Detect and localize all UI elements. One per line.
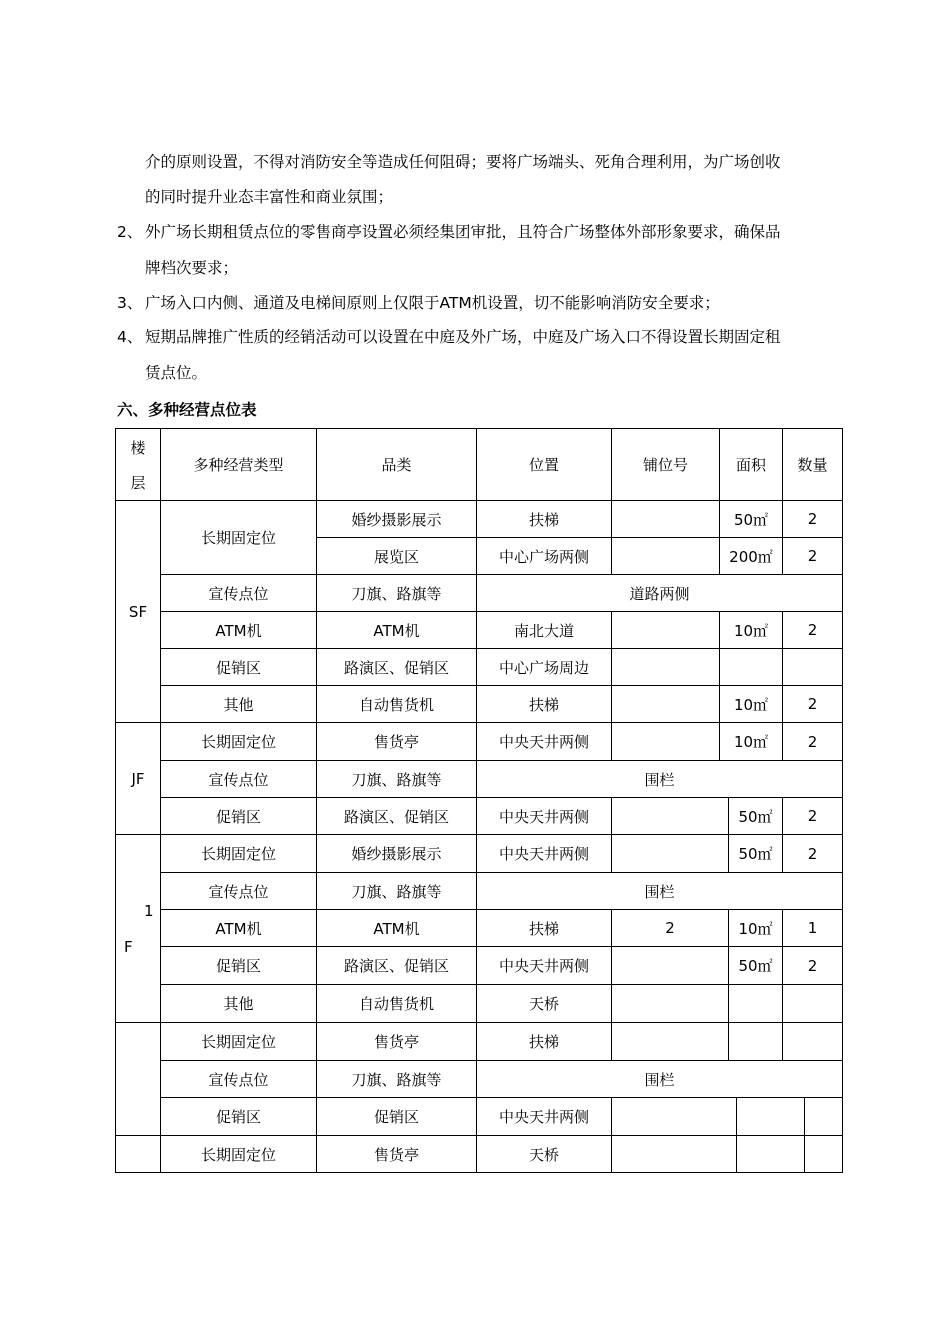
cell-category: 刀旗、路旗等 (316, 574, 477, 612)
cell-location: 中央天井两侧 (476, 946, 612, 985)
cell-area: 50㎡ (728, 834, 783, 873)
cell-type: ATM机 (160, 909, 317, 947)
cell-qty: 2 (782, 834, 843, 873)
cell-area: 10㎡ (719, 611, 783, 649)
cell-category: 展览区 (316, 537, 477, 575)
cell-shop-no (611, 500, 720, 538)
cell-qty: 2 (782, 946, 843, 985)
list-number: 2、 (117, 223, 143, 241)
paragraph-line: 赁点位。 (145, 364, 208, 382)
cell-shop-no (611, 797, 729, 835)
cell-shop-no (611, 537, 720, 575)
cell-type: 促销区 (160, 946, 317, 985)
cell-location: 天桥 (476, 984, 612, 1023)
header-qty: 数量 (782, 428, 843, 501)
cell-qty (782, 1022, 843, 1061)
header-location: 位置 (476, 428, 612, 501)
cell-category: 刀旗、路旗等 (316, 872, 477, 910)
cell-location: 南北大道 (476, 611, 612, 649)
cell-location: 天桥 (476, 1135, 612, 1173)
cell-location: 扶梯 (476, 685, 612, 723)
cell-shop-no (611, 1022, 729, 1061)
cell-type: 促销区 (160, 648, 317, 686)
cell-qty: 2 (782, 722, 843, 761)
floor-cell: SF (115, 500, 161, 723)
cell-location: 扶梯 (476, 909, 612, 947)
cell-location: 中央天井两侧 (476, 1097, 612, 1136)
cell-category: ATM机 (316, 909, 477, 947)
cell-category: 路演区、促销区 (316, 946, 477, 985)
cell-area: 50㎡ (728, 946, 783, 985)
cell-area (728, 984, 783, 1023)
cell-type: 长期固定位 (160, 1022, 317, 1061)
cell-category: 售货亭 (316, 1022, 477, 1061)
cell-category: 售货亭 (316, 722, 477, 761)
cell-location: 围栏 (476, 872, 843, 910)
cell-qty: 2 (782, 537, 843, 575)
floor-label: F (124, 937, 133, 956)
cell-type: 促销区 (160, 797, 317, 835)
cell-shop-no (611, 834, 729, 873)
cell-location: 围栏 (476, 1060, 843, 1098)
cell-location: 中心广场周边 (476, 648, 612, 686)
floor-label: 1 (144, 901, 154, 920)
cell-type: 促销区 (160, 1097, 317, 1136)
floor-cell (115, 834, 161, 1023)
cell-qty: 1 (782, 909, 843, 947)
cell-location: 扶梯 (476, 1022, 612, 1061)
cell-qty (804, 1135, 843, 1173)
paragraph-line: 短期品牌推广性质的经销活动可以设置在中庭及外广场，中庭及广场入口不得设置长期固定租 (145, 328, 781, 346)
cell-area (736, 1135, 805, 1173)
cell-category: 婚纱摄影展示 (316, 500, 477, 538)
cell-location: 中央天井两侧 (476, 722, 612, 761)
cell-location: 中心广场两侧 (476, 537, 612, 575)
cell-qty (782, 648, 843, 686)
cell-type: 宣传点位 (160, 574, 317, 612)
cell-category: 路演区、促销区 (316, 648, 477, 686)
cell-area: 10㎡ (728, 909, 783, 947)
cell-qty: 2 (782, 500, 843, 538)
header-floor (115, 428, 161, 501)
cell-location: 围栏 (476, 760, 843, 798)
paragraph-line: 广场入口内侧、通道及电梯间原则上仅限于ATM机设置，切不能影响消防安全要求； (145, 294, 720, 312)
cell-area: 10㎡ (719, 722, 783, 761)
floor-cell (115, 1135, 161, 1173)
cell-area: 200㎡ (719, 537, 783, 575)
cell-qty: 2 (782, 797, 843, 835)
cell-type: ATM机 (160, 611, 317, 649)
list-number: 4、 (117, 328, 143, 346)
floor-cell (115, 1022, 161, 1136)
cell-area (719, 648, 783, 686)
cell-area: 50㎡ (719, 500, 783, 538)
cell-shop-no (611, 648, 720, 686)
cell-location: 中央天井两侧 (476, 834, 612, 873)
cell-location: 道路两侧 (476, 574, 843, 612)
cell-shop-no (611, 722, 720, 761)
cell-qty (782, 984, 843, 1023)
cell-type: 长期固定位 (160, 834, 317, 873)
header-type: 多种经营类型 (160, 428, 317, 501)
cell-type: 长期固定位 (160, 1135, 317, 1173)
cell-shop-no (611, 1135, 737, 1173)
header-area: 面积 (719, 428, 783, 501)
cell-category: 路演区、促销区 (316, 797, 477, 835)
cell-category: 刀旗、路旗等 (316, 760, 477, 798)
header-shop-no: 铺位号 (611, 428, 720, 501)
cell-shop-no (611, 984, 729, 1023)
header-category: 品类 (316, 428, 477, 501)
cell-type: 长期固定位 (160, 722, 317, 761)
cell-qty: 2 (782, 611, 843, 649)
paragraph-line: 的同时提升业态丰富性和商业氛围； (145, 188, 394, 206)
cell-type: 宣传点位 (160, 872, 317, 910)
cell-category: 促销区 (316, 1097, 477, 1136)
cell-location: 扶梯 (476, 500, 612, 538)
paragraph-line: 介的原则设置，不得对消防安全等造成任何阻碍；要将广场端头、死角合理利用，为广场创收 (145, 153, 781, 171)
cell-qty: 2 (782, 685, 843, 723)
cell-location: 中央天井两侧 (476, 797, 612, 835)
paragraph-line: 外广场长期租赁点位的零售商亭设置必须经集团审批，且符合广场整体外部形象要求，确保品 (145, 223, 781, 241)
cell-type: 其他 (160, 984, 317, 1023)
cell-shop-no (611, 611, 720, 649)
cell-category: ATM机 (316, 611, 477, 649)
cell-category: 售货亭 (316, 1135, 477, 1173)
cell-area: 10㎡ (719, 685, 783, 723)
cell-type: 长期固定位 (160, 500, 317, 575)
cell-category: 刀旗、路旗等 (316, 1060, 477, 1098)
cell-shop-no (611, 1097, 737, 1136)
cell-area (736, 1097, 805, 1136)
header-floor-line: 楼 (130, 438, 146, 457)
list-number: 3、 (117, 294, 143, 312)
floor-cell: JF (115, 722, 161, 835)
cell-category: 婚纱摄影展示 (316, 834, 477, 873)
cell-shop-no (611, 946, 729, 985)
cell-type: 其他 (160, 685, 317, 723)
cell-area (728, 1022, 783, 1061)
paragraph-line: 牌档次要求； (145, 259, 239, 277)
cell-shop-no: 2 (611, 909, 729, 947)
cell-type: 宣传点位 (160, 760, 317, 798)
cell-category: 自动售货机 (316, 984, 477, 1023)
cell-category: 自动售货机 (316, 685, 477, 723)
header-floor-line: 层 (130, 473, 146, 492)
section-title: 六、多种经营点位表 (117, 401, 257, 419)
cell-type: 宣传点位 (160, 1060, 317, 1098)
cell-qty (804, 1097, 843, 1136)
cell-area: 50㎡ (728, 797, 783, 835)
cell-shop-no (611, 685, 720, 723)
